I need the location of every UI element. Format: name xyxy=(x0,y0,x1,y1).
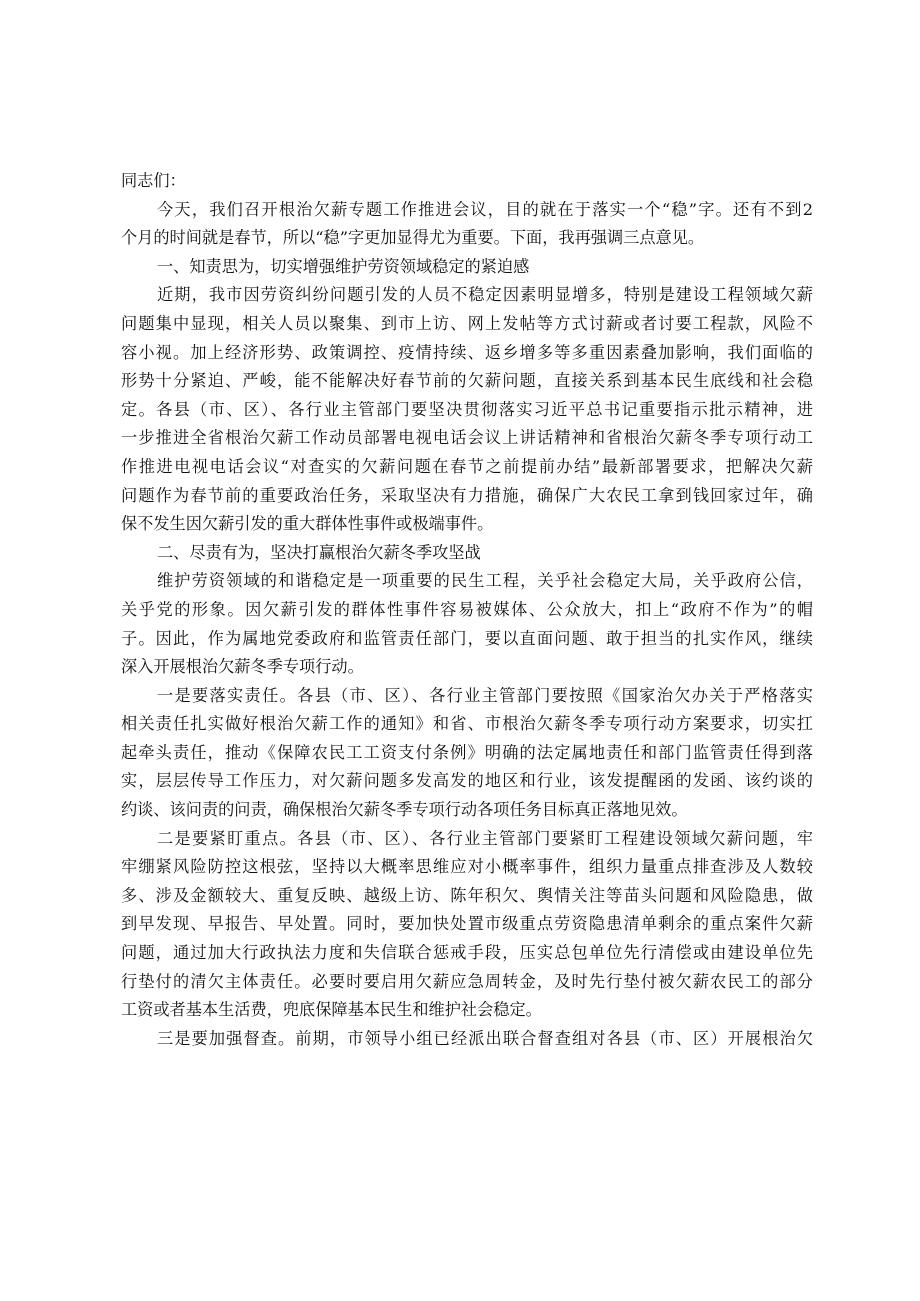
text-line: 保不发生因欠薪引发的重大群体性事件或极端事件。 xyxy=(121,514,494,534)
text-line: 问题作为春节前的重要政治任务，采取坚决有力措施，确保广大农民工拿到钱回家过年，确 xyxy=(121,485,813,505)
document-body xyxy=(121,167,813,1053)
text-line: 行垫付的清欠主体责任。必要时要启用欠薪应急周转金，及时先行垫付被欠薪农民工的部分 xyxy=(121,971,813,991)
text-line: 问题集中显现，相关人员以聚集、到市上访、网上发帖等方式讨薪或者讨要工程款，风险不 xyxy=(121,313,813,333)
text-line: 到早发现、早报告、早处置。同时，要加快处置市级重点劳资隐患清单剩余的重点案件欠薪 xyxy=(121,914,813,934)
text-line: 二、尽责有为，坚决打赢根治欠薪冬季攻坚战 xyxy=(157,542,481,562)
text-line: 相关责任扎实做好根治欠薪工作的通知》和省、市根治欠薪冬季专项行动方案要求，切实扛 xyxy=(121,714,813,734)
text-line: 近期，我市因劳资纠纷问题引发的人员不稳定因素明显增多，特别是建设工程领域欠薪 xyxy=(157,285,813,305)
text-line: 一步推进全省根治欠薪工作动员部署电视电话会议上讲话精神和省根治欠薪冬季专项行动工 xyxy=(121,428,813,448)
text-line: 子。因此，作为属地党委政府和监管责任部门，要以直面问题、敢于担当的扎实作风，继续 xyxy=(121,628,813,648)
text-line: 个月的时间就是春节，所以“稳”字更加显得尤为重要。下面，我再强调三点意见。 xyxy=(121,228,705,248)
text-line: 工资或者基本生活费，兜底保障基本民生和维护社会稳定。 xyxy=(121,1000,542,1020)
text-line: 约谈、该问责的问责，确保根治欠薪冬季专项行动各项任务目标真正落地见效。 xyxy=(121,800,688,820)
text-line: 容小视。加上经济形势、政策调控、疫情持续、返乡增多等多重因素叠加影响，我们面临的 xyxy=(121,342,813,362)
text-line: 三是要加强督查。前期，市领导小组已经派出联合督查组对各县（市、区）开展根治欠 xyxy=(157,1028,813,1048)
text-line: 形势十分紧迫、严峻，能不能解决好春节前的欠薪问题，直接关系到基本民生底线和社会稳 xyxy=(121,371,813,391)
text-line: 深入开展根治欠薪冬季专项行动。 xyxy=(121,657,364,677)
text-line: 今天，我们召开根治欠薪专题工作推进会议，目的就在于落实一个“稳”字。还有不到2 xyxy=(157,199,813,219)
text-line: 一是要落实责任。各县（市、区）、各行业主管部门要按照《国家治欠办关于严格落实 xyxy=(157,685,813,705)
text-line: 定。各县（市、区）、各行业主管部门要坚决贯彻落实习近平总书记重要指示批示精神，进 xyxy=(121,399,813,419)
text-line: 维护劳资领域的和谐稳定是一项重要的民生工程，关乎社会稳定大局，关乎政府公信， xyxy=(157,571,813,591)
text-line: 多、涉及金额较大、重复反映、越级上访、陈年积欠、舆情关注等苗头问题和风险隐患，做 xyxy=(121,885,813,905)
text-line: 牢绷紧风险防控这根弦，坚持以大概率思维应对小概率事件，组织力量重点排查涉及人数较 xyxy=(121,857,813,877)
text-line: 实，层层传导工作压力，对欠薪问题多发高发的地区和行业，该发提醒函的发函、该约谈的 xyxy=(121,771,813,791)
text-line: 一、知责思为，切实增强维护劳资领域稳定的紧迫感 xyxy=(157,256,530,276)
text-line: 问题，通过加大行政执法力度和失信联合惩戒手段，压实总包单位先行清偿或由建设单位先 xyxy=(121,943,813,963)
text-line: 同志们： xyxy=(121,171,186,190)
text-line: 二是要紧盯重点。各县（市、区）、各行业主管部门要紧盯工程建设领域欠薪问题，牢 xyxy=(157,828,813,848)
text-line: 关乎党的形象。因欠薪引发的群体性事件容易被媒体、公众放大，扣上“政府不作为”的帽 xyxy=(121,599,813,619)
text-line: 作推进电视电话会议“对查实的欠薪问题在春节之前提前办结”最新部署要求，把解决欠薪 xyxy=(121,456,813,476)
text-line: 起牵头责任，推动《保障农民工工资支付条例》明确的法定属地责任和部门监管责任得到落 xyxy=(121,742,813,762)
